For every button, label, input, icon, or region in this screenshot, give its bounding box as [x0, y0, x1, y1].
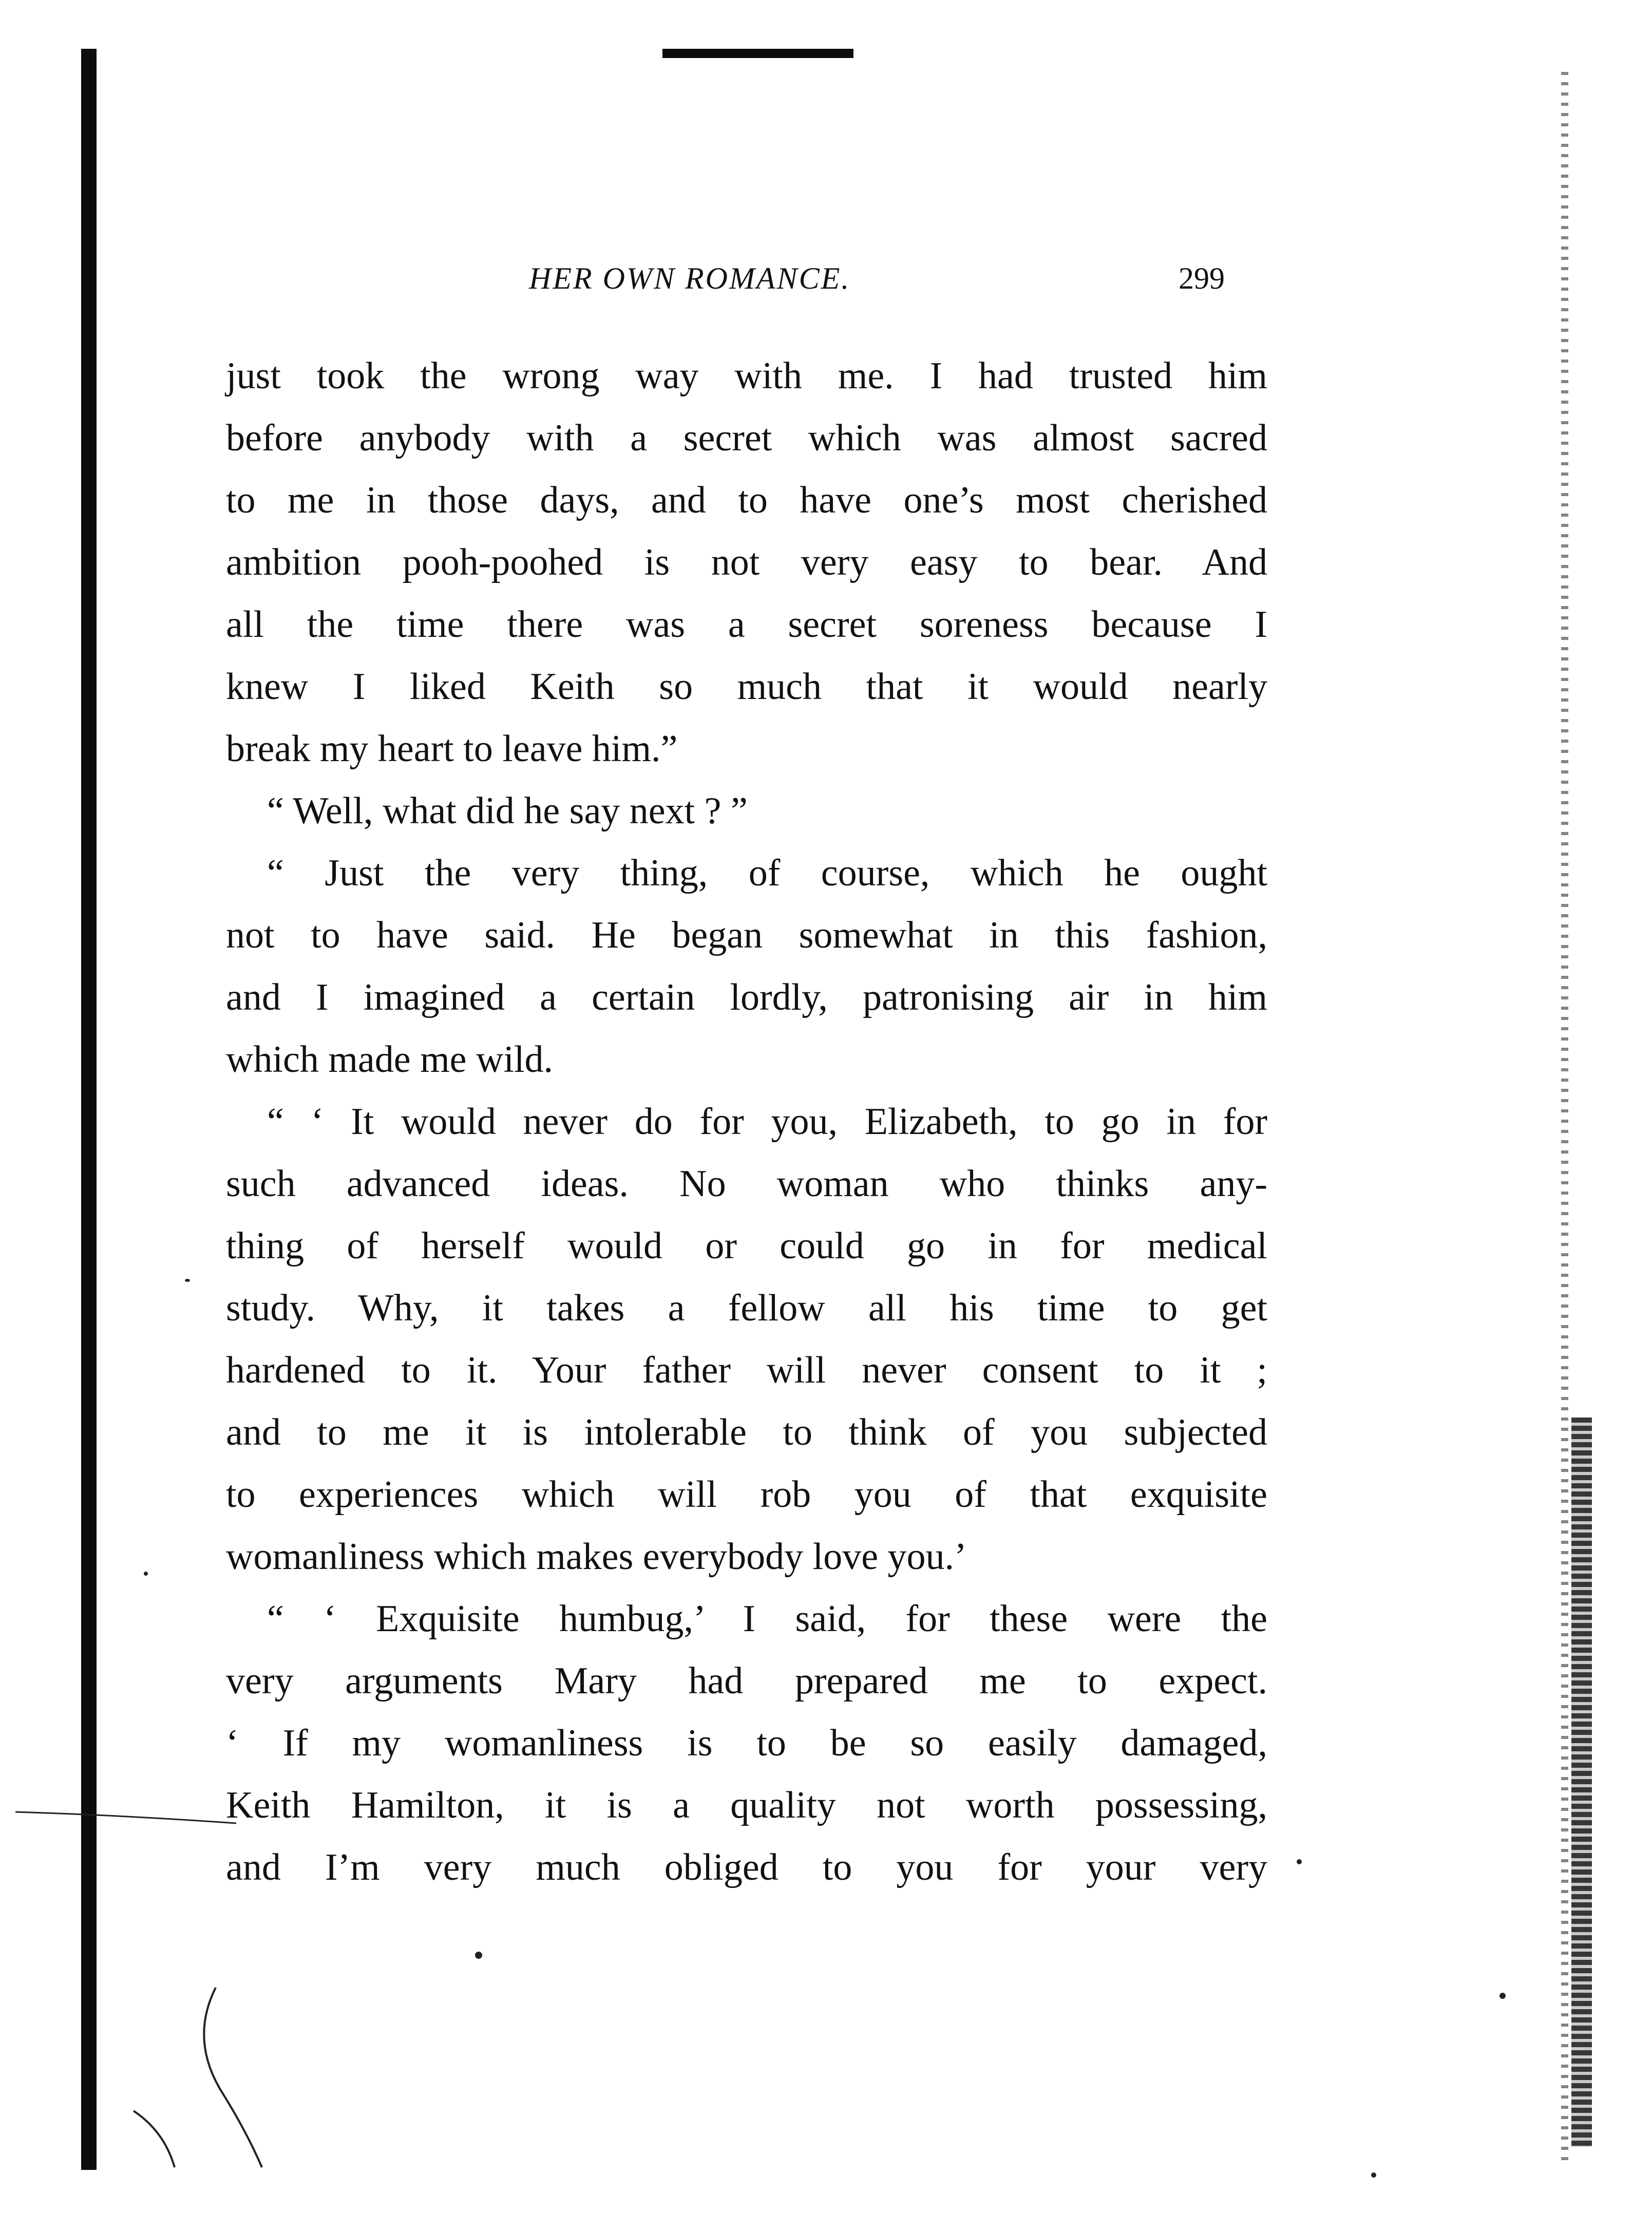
- scan-gutter-shadow: [1561, 72, 1568, 2167]
- text-line: ambition pooh-poohed is not very easy to bear. And: [226, 541, 1267, 583]
- text-line: womanliness which makes everybody love you.’: [226, 1536, 967, 1578]
- text-line: “ ‘ It would never do for you, Elizabeth, to go in for: [267, 1101, 1267, 1143]
- body-text: [226, 345, 1267, 1899]
- text-line: break my heart to leave him.”: [226, 728, 678, 770]
- text-line: not to have said. He began somewhat in this fashion,: [226, 914, 1267, 956]
- text-line: before anybody with a secret which was almost sacred: [226, 417, 1267, 459]
- text-line: knew I liked Keith so much that it would nearly: [226, 666, 1267, 708]
- scan-speck: [475, 1952, 482, 1959]
- text-line: “ ‘ Exquisite humbug,’ I said, for these were the: [267, 1598, 1267, 1640]
- text-line: very arguments Mary had prepared me to expect.: [226, 1660, 1267, 1702]
- text-line: thing of herself would or could go in for medical: [226, 1225, 1267, 1267]
- top-rule: [662, 49, 853, 58]
- text-line: hardened to it. Your father will never consent to it ;: [226, 1349, 1267, 1391]
- binding-edge-rule: [81, 49, 97, 2170]
- text-line: study. Why, it takes a fellow all his time to get: [226, 1287, 1267, 1329]
- scan-gutter-dark: [1571, 1418, 1592, 2147]
- text-line: and I imagined a certain lordly, patronising air in him: [226, 976, 1267, 1018]
- text-line: and to me it is intolerable to think of you subjected: [226, 1411, 1267, 1453]
- page-number: 299: [1179, 261, 1225, 295]
- scan-speck: [1371, 2172, 1376, 2178]
- running-title: HER OWN ROMANCE.: [529, 261, 851, 295]
- text-line: all the time there was a secret soreness because I: [226, 603, 1267, 646]
- scan-speck: [1297, 1859, 1302, 1864]
- text-line: ‘ If my womanliness is to be so easily damaged,: [226, 1722, 1267, 1764]
- text-line: to experiences which will rob you of that exquisite: [226, 1473, 1267, 1516]
- margin-pen-stroke: [15, 1808, 241, 1828]
- margin-curve-marks: [118, 1977, 324, 2172]
- text-line: and I’m very much obliged to you for your very: [226, 1846, 1267, 1888]
- scan-speck: [185, 1279, 190, 1282]
- scan-speck: [144, 1572, 148, 1576]
- text-line: to me in those days, and to have one’s most cherished: [226, 479, 1267, 521]
- text-line: such advanced ideas. No woman who thinks any-: [226, 1163, 1267, 1205]
- text-line: “ Well, what did he say next ? ”: [267, 790, 748, 832]
- text-line: just took the wrong way with me. I had trusted him: [226, 355, 1267, 397]
- text-line: which made me wild.: [226, 1038, 554, 1081]
- scan-speck: [1499, 1993, 1506, 1999]
- text-line: “ Just the very thing, of course, which he ought: [267, 852, 1267, 894]
- text-line: Keith Hamilton, it is a quality not worth possessing,: [226, 1784, 1267, 1826]
- running-head: [226, 261, 1253, 307]
